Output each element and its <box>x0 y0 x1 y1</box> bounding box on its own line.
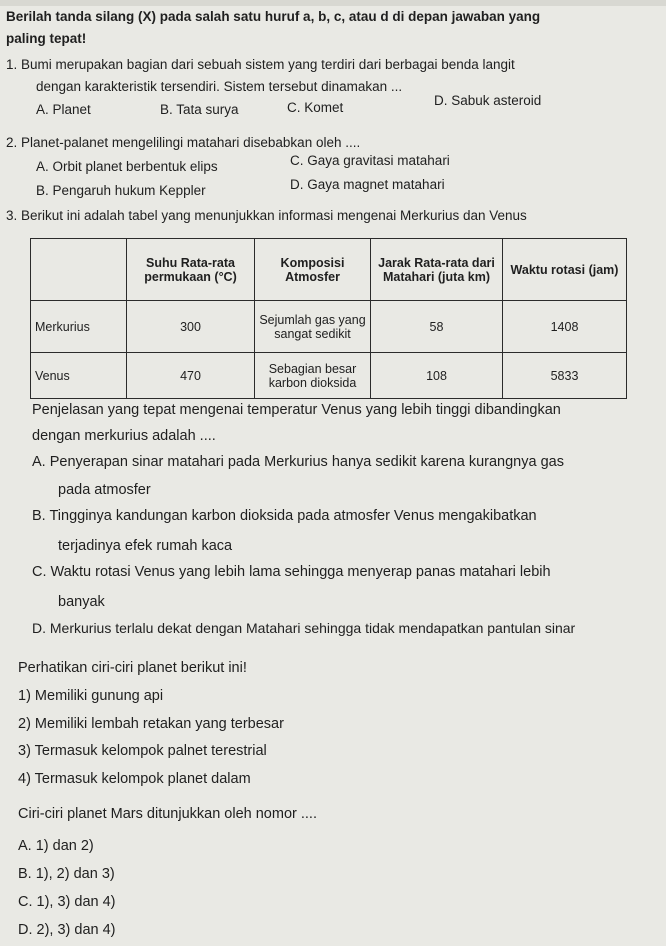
q3-intro: 3. Berikut ini adalah tabel yang menunjukkan informasi mengenai Merkurius dan Venus <box>6 208 527 223</box>
q2-stem: 2. Planet-palanet mengelilingi matahari disebabkan oleh .... <box>6 135 361 150</box>
table-cell-planet: Venus <box>31 353 127 399</box>
q3-option-b-cont: terjadinya efek rumah kaca <box>58 538 233 554</box>
q2-option-b[interactable]: B. Pengaruh hukum Keppler <box>36 183 206 198</box>
table-cell: 108 <box>371 353 503 399</box>
planet-info-table <box>30 238 627 399</box>
q3-question: Penjelasan yang tepat mengenai temperatur Venus yang lebih tinggi dibandingkan <box>32 402 561 418</box>
table-cell: Sebagian besar karbon dioksida <box>255 353 371 399</box>
q1-option-a[interactable]: A. Planet <box>36 102 91 117</box>
q4-item: 1) Memiliki gunung api <box>18 688 164 704</box>
q1-stem: 1. Bumi merupakan bagian dari sebuah sistem yang terdiri dari berbagai benda langit <box>6 57 515 72</box>
q4-item: 4) Termasuk kelompok planet dalam <box>18 771 251 787</box>
q4-option-b[interactable]: B. 1), 2) dan 3) <box>18 866 115 882</box>
table-header-cell: Waktu rotasi (jam) <box>503 239 627 301</box>
table-cell-planet: Merkurius <box>31 301 127 353</box>
q3-option-b[interactable]: B. Tingginya kandungan karbon dioksida pada atmosfer Venus mengakibatkan <box>32 508 537 524</box>
q4-option-d[interactable]: D. 2), 3) dan 4) <box>18 922 116 938</box>
table-row <box>31 353 627 399</box>
table-cell: 300 <box>127 301 255 353</box>
table-header-cell: Suhu Rata-rata permukaan (°C) <box>127 239 255 301</box>
q3-option-c[interactable]: C. Waktu rotasi Venus yang lebih lama sehingga menyerap panas matahari lebih <box>32 564 551 580</box>
table-cell: 470 <box>127 353 255 399</box>
q3-option-d[interactable]: D. Merkurius terlalu dekat dengan Matahari sehingga tidak mendapatkan pantulan sinar <box>32 620 576 636</box>
q1-option-b[interactable]: B. Tata surya <box>160 102 239 117</box>
table-cell: 1408 <box>503 301 627 353</box>
table-cell: Sejumlah gas yang sangat sedikit <box>255 301 371 353</box>
table-cell: 58 <box>371 301 503 353</box>
instruction-line: Berilah tanda silang (X) pada salah satu huruf a, b, c, atau d di depan jawaban yang <box>6 9 541 24</box>
q3-option-a[interactable]: A. Penyerapan sinar matahari pada Merkurius hanya sedikit karena kurangnya gas <box>32 454 564 470</box>
q4-question: Ciri-ciri planet Mars ditunjukkan oleh nomor .... <box>18 806 317 822</box>
q1-option-c[interactable]: C. Komet <box>287 100 344 115</box>
q4-item: 2) Memiliki lembah retakan yang terbesar <box>18 716 284 732</box>
q2-option-d[interactable]: D. Gaya magnet matahari <box>290 177 445 192</box>
q4-option-c[interactable]: C. 1), 3) dan 4) <box>18 894 116 910</box>
table-header-cell <box>31 239 127 301</box>
q2-option-a[interactable]: A. Orbit planet berbentuk elips <box>36 159 218 174</box>
q4-intro: Perhatikan ciri-ciri planet berikut ini! <box>18 660 247 676</box>
q1-option-d[interactable]: D. Sabuk asteroid <box>434 93 542 108</box>
q3-option-c-cont: banyak <box>58 594 105 610</box>
instruction-line-cont: paling tepat! <box>6 31 87 46</box>
q4-option-a[interactable]: A. 1) dan 2) <box>18 838 94 854</box>
q3-question-cont: dengan merkurius adalah .... <box>32 428 216 444</box>
q3-option-a-cont: pada atmosfer <box>58 482 151 498</box>
page-edge <box>0 0 666 6</box>
table-cell: 5833 <box>503 353 627 399</box>
table-row <box>31 301 627 353</box>
q4-item: 3) Termasuk kelompok palnet terestrial <box>18 743 267 759</box>
table-header-row <box>31 239 627 301</box>
table-header-cell: Jarak Rata-rata dari Matahari (juta km) <box>371 239 503 301</box>
q2-option-c[interactable]: C. Gaya gravitasi matahari <box>290 153 450 168</box>
table-header-cell: Komposisi Atmosfer <box>255 239 371 301</box>
q1-stem-cont: dengan karakteristik tersendiri. Sistem tersebut dinamakan ... <box>36 79 403 94</box>
